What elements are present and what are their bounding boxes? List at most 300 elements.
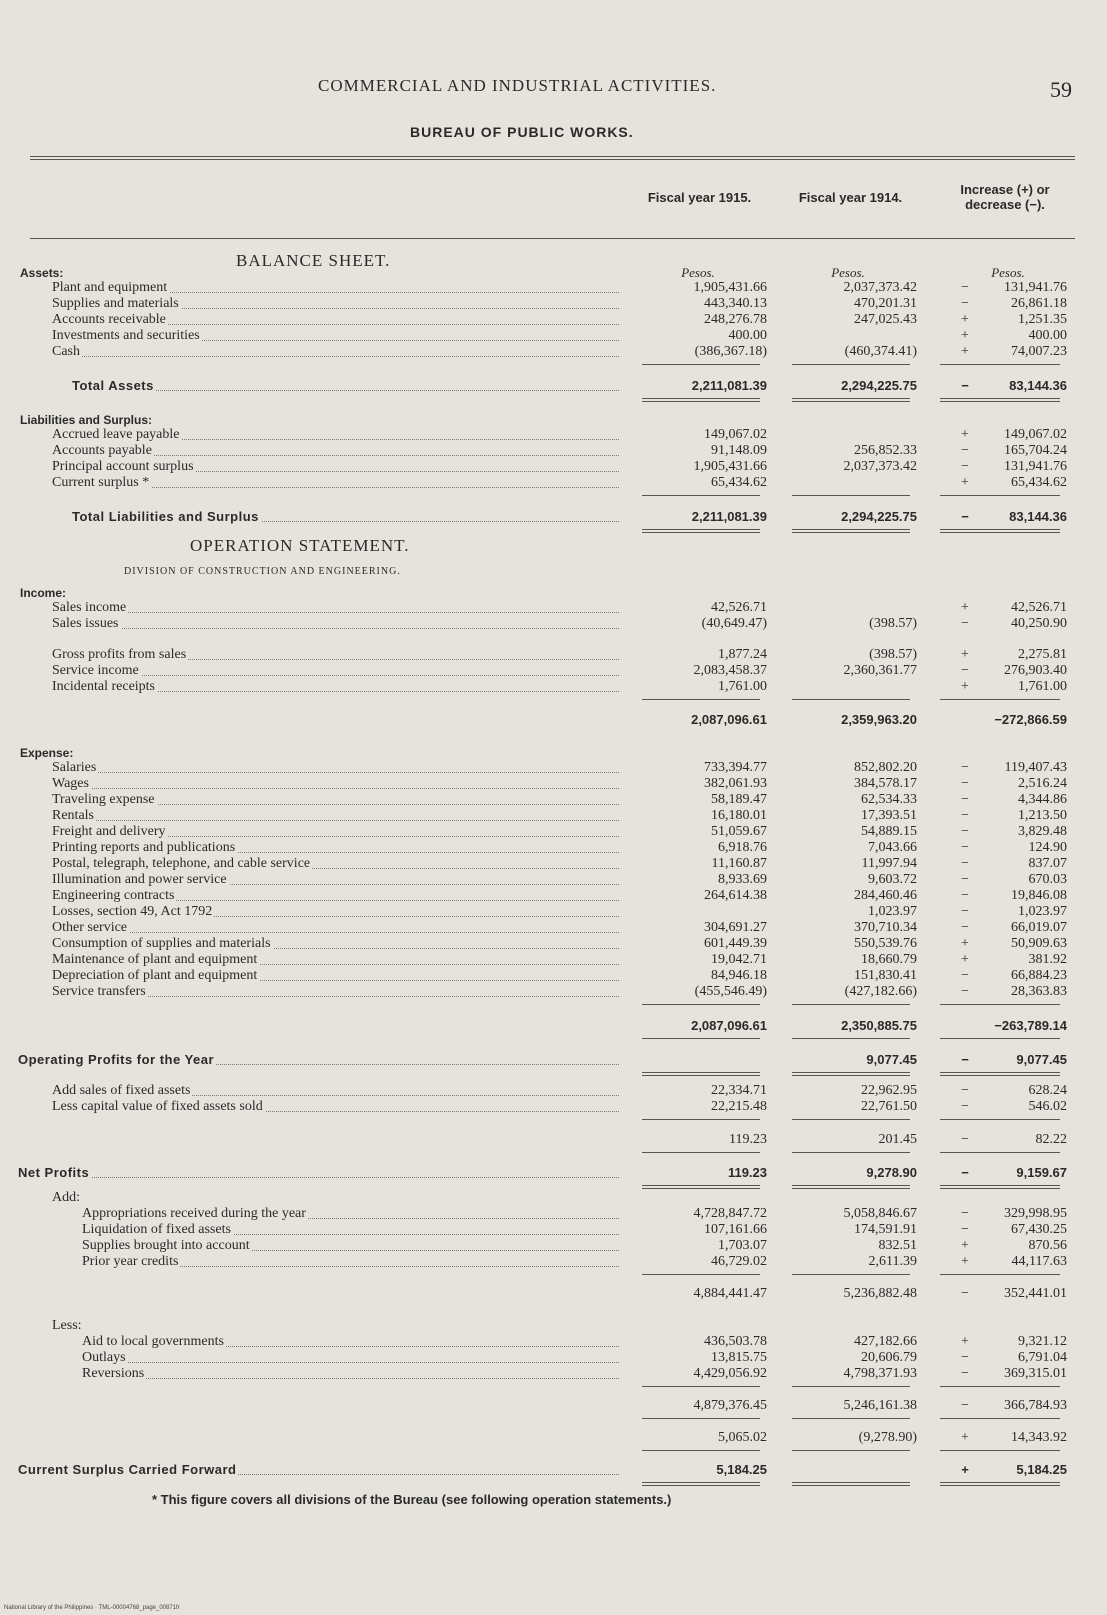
row-label: Consumption of supplies and materials xyxy=(52,936,271,951)
change-sign: + xyxy=(961,344,969,359)
row-label: Investments and securities xyxy=(52,328,200,343)
table-row xyxy=(0,265,1107,281)
cell-change: 83,144.36 xyxy=(1009,509,1067,524)
leader-dots xyxy=(58,808,619,821)
total-rule xyxy=(940,532,1060,533)
row-label: Salaries xyxy=(52,760,97,775)
row-label: Cash xyxy=(52,344,80,359)
cell-change: 670.03 xyxy=(1028,872,1067,887)
row-label: Outlays xyxy=(82,1350,126,1365)
cell-1914: 5,246,161.38 xyxy=(843,1398,917,1413)
cell-1915: 22,215.48 xyxy=(711,1099,767,1114)
cell-1914: 2,294,225.75 xyxy=(841,509,917,524)
row-label: Add: xyxy=(52,1190,80,1205)
row-label: Aid to local governments xyxy=(82,1334,224,1349)
cell-1914: 9,603.72 xyxy=(868,872,917,887)
cell-1914: 201.45 xyxy=(878,1132,917,1147)
cell-1914: 11,997.94 xyxy=(861,856,917,871)
row-label: Liabilities and Surplus: xyxy=(20,413,153,427)
cell-1915: 51,059.67 xyxy=(711,824,767,839)
total-rule xyxy=(940,1152,1060,1153)
cell-1914: (427,182.66) xyxy=(844,984,917,999)
change-sign: − xyxy=(961,378,969,393)
table-row xyxy=(0,1132,1107,1148)
total-rule xyxy=(940,1386,1060,1387)
cell-1915: 1,905,431.66 xyxy=(693,280,767,295)
total-rule xyxy=(940,1418,1060,1419)
cell-1915: 4,879,376.45 xyxy=(693,1398,767,1413)
row-label: Income: xyxy=(20,586,67,600)
cell-1914: (398.57) xyxy=(869,647,917,662)
cell-1914: 284,460.46 xyxy=(854,888,917,903)
cell-change: 9,159.67 xyxy=(1016,1165,1067,1180)
cell-1915: 733,394.77 xyxy=(704,760,767,775)
table-row xyxy=(0,443,1107,459)
total-rule xyxy=(792,1185,910,1186)
cell-change: 1,023.97 xyxy=(1018,904,1067,919)
row-label: Gross profits from sales xyxy=(52,647,187,662)
cell-change: 546.02 xyxy=(1028,1099,1067,1114)
row-label: Depreciation of plant and equipment xyxy=(52,968,258,983)
change-sign: + xyxy=(961,600,969,615)
cell-1914: 2,350,885.75 xyxy=(841,1018,917,1033)
row-label: Assets: xyxy=(20,266,64,280)
table-row xyxy=(0,936,1107,952)
table-row xyxy=(0,585,1107,601)
table-row xyxy=(0,1099,1107,1115)
table-row xyxy=(0,296,1107,312)
cell-1914: 384,578.17 xyxy=(854,776,917,791)
change-sign: − xyxy=(961,1132,969,1147)
row-label: Traveling expense xyxy=(52,792,155,807)
table-row xyxy=(0,679,1107,695)
change-sign: + xyxy=(961,1430,969,1445)
table-row xyxy=(0,1398,1107,1414)
total-rule xyxy=(642,1185,760,1186)
total-rule xyxy=(642,532,760,533)
cell-change: 65,434.62 xyxy=(1011,475,1067,490)
cell-1914: 22,761.50 xyxy=(861,1099,917,1114)
cell-1914: 18,660.79 xyxy=(861,952,917,967)
cell-1915: 11,160.87 xyxy=(711,856,767,871)
row-label: Accounts receivable xyxy=(52,312,166,327)
total-rule xyxy=(642,699,760,700)
table-row xyxy=(0,280,1107,296)
cell-change: 2,516.24 xyxy=(1018,776,1067,791)
change-sign: − xyxy=(961,459,969,474)
change-sign: + xyxy=(961,1462,969,1477)
total-rule xyxy=(642,398,760,399)
scan-credit: National Library of the Philippines · TML-00004768_page_00871fr xyxy=(4,1605,180,1611)
change-sign: + xyxy=(961,647,969,662)
row-label: Accrued leave payable xyxy=(52,427,180,442)
cell-change: 124.90 xyxy=(1028,840,1067,855)
table-row xyxy=(0,412,1107,428)
table-row xyxy=(0,427,1107,443)
row-label: Expense: xyxy=(20,746,74,760)
cell-change: 1,251.35 xyxy=(1018,312,1067,327)
cell-change: 19,846.08 xyxy=(1011,888,1067,903)
total-rule xyxy=(940,398,1060,399)
total-rule xyxy=(940,1450,1060,1451)
cell-1915: 107,161.66 xyxy=(704,1222,767,1237)
cell-1915: 443,340.13 xyxy=(704,296,767,311)
row-label: Wages xyxy=(52,776,89,791)
total-rule xyxy=(940,364,1060,365)
change-sign: − xyxy=(961,1165,969,1180)
total-rule xyxy=(792,364,910,365)
row-label: Supplies and materials xyxy=(52,296,179,311)
table-row xyxy=(0,459,1107,475)
change-sign: − xyxy=(961,1099,969,1114)
total-rule xyxy=(940,1485,1060,1486)
change-sign: − xyxy=(961,776,969,791)
change-sign: + xyxy=(961,1254,969,1269)
cell-1915: 84,946.18 xyxy=(711,968,767,983)
cell-1915: 2,083,458.37 xyxy=(693,663,767,678)
table-row xyxy=(0,600,1107,616)
table-row xyxy=(0,1052,1107,1068)
row-label: Less: xyxy=(52,1318,82,1333)
cell-1915: 19,042.71 xyxy=(711,952,767,967)
cell-change: 28,363.83 xyxy=(1011,984,1067,999)
cell-1915: 2,211,081.39 xyxy=(691,378,767,393)
change-sign: − xyxy=(961,1222,969,1237)
cell-1914: 4,798,371.93 xyxy=(843,1366,917,1381)
total-rule xyxy=(792,495,910,496)
change-sign: − xyxy=(961,1083,969,1098)
cell-change: 276,903.40 xyxy=(1004,663,1067,678)
cell-1915: 4,429,056.92 xyxy=(693,1366,767,1381)
table-row xyxy=(0,760,1107,776)
cell-1915: 5,184.25 xyxy=(716,1462,767,1477)
cell-change: 381.92 xyxy=(1028,952,1067,967)
change-sign: + xyxy=(961,312,969,327)
cell-1914: 5,236,882.48 xyxy=(843,1286,917,1301)
total-rule xyxy=(792,1119,910,1120)
row-label: Net Profits xyxy=(18,1165,90,1180)
cell-change: 329,998.95 xyxy=(1004,1206,1067,1221)
change-sign: − xyxy=(961,968,969,983)
table-row xyxy=(0,1366,1107,1382)
row-label: Principal account surplus xyxy=(52,459,194,474)
change-sign: − xyxy=(961,792,969,807)
row-label: Prior year credits xyxy=(82,1254,179,1269)
total-rule xyxy=(642,529,760,530)
leader-dots xyxy=(58,600,619,613)
row-label: Reversions xyxy=(82,1366,145,1381)
row-label: Add sales of fixed assets xyxy=(52,1083,191,1098)
total-rule xyxy=(792,1004,910,1005)
cell-1915: 4,884,441.47 xyxy=(693,1286,767,1301)
row-label: Appropriations received during the year xyxy=(82,1206,306,1221)
change-sign: + xyxy=(961,1238,969,1253)
cell-1914: 2,037,373.42 xyxy=(843,280,917,295)
leader-dots xyxy=(58,920,619,933)
footnote: * This figure covers all divisions of the Bureau (see following operation statements.) xyxy=(152,1492,672,1507)
row-label: Printing reports and publications xyxy=(52,840,236,855)
row-label: Postal, telegraph, telephone, and cable service xyxy=(52,856,311,871)
header-rule xyxy=(30,238,1075,239)
change-sign: − xyxy=(961,1398,969,1413)
row-label: Plant and equipment xyxy=(52,280,168,295)
cell-1915: 601,449.39 xyxy=(704,936,767,951)
cell-change: 9,077.45 xyxy=(1016,1052,1067,1067)
change-sign: − xyxy=(961,443,969,458)
total-rule xyxy=(792,1386,910,1387)
table-row xyxy=(0,616,1107,632)
units-change: Pesos. xyxy=(991,265,1025,280)
table-row xyxy=(0,1165,1107,1181)
total-rule xyxy=(940,495,1060,496)
cell-change: 837.07 xyxy=(1028,856,1067,871)
change-sign: + xyxy=(961,427,969,442)
cell-change: 119,407.43 xyxy=(1004,760,1067,775)
total-rule xyxy=(940,1119,1060,1120)
table-row xyxy=(0,1254,1107,1270)
leader-dots xyxy=(24,1165,619,1178)
table-row xyxy=(0,984,1107,1000)
cell-1915: (40,649.47) xyxy=(701,616,767,631)
division-heading: DIVISION OF CONSTRUCTION AND ENGINEERING. xyxy=(124,566,401,577)
table-row xyxy=(0,888,1107,904)
cell-1914: 174,591.91 xyxy=(854,1222,917,1237)
cell-1915: 42,526.71 xyxy=(711,600,767,615)
cell-change: 2,275.81 xyxy=(1018,647,1067,662)
cell-change: 366,784.93 xyxy=(1004,1398,1067,1413)
change-sign: − xyxy=(961,856,969,871)
total-rule xyxy=(642,1038,760,1039)
change-sign: − xyxy=(961,1052,969,1067)
cell-change: 165,704.24 xyxy=(1004,443,1067,458)
cell-change: −272,866.59 xyxy=(994,712,1067,727)
row-label: Maintenance of plant and equipment xyxy=(52,952,258,967)
cell-1914: 1,023.97 xyxy=(868,904,917,919)
total-rule xyxy=(642,1188,760,1189)
table-row xyxy=(0,920,1107,936)
cell-change: 3,829.48 xyxy=(1018,824,1067,839)
cell-1915: 2,087,096.61 xyxy=(691,712,767,727)
total-rule xyxy=(940,1274,1060,1275)
row-label: Illumination and power service xyxy=(52,872,227,887)
cell-1915: 382,061.93 xyxy=(704,776,767,791)
change-sign: + xyxy=(961,679,969,694)
page-number: 59 xyxy=(1050,77,1072,102)
change-sign: − xyxy=(961,840,969,855)
cell-1915: 1,761.00 xyxy=(718,679,767,694)
cell-1915: 248,276.78 xyxy=(704,312,767,327)
cell-1914: (9,278.90) xyxy=(858,1430,917,1445)
table-row xyxy=(0,968,1107,984)
cell-1914: 5,058,846.67 xyxy=(843,1206,917,1221)
table-row xyxy=(0,1222,1107,1238)
total-rule xyxy=(642,1152,760,1153)
cell-1915: 4,728,847.72 xyxy=(693,1206,767,1221)
cell-1914: 550,539.76 xyxy=(854,936,917,951)
total-rule xyxy=(642,1482,760,1483)
change-sign: − xyxy=(961,920,969,935)
total-rule xyxy=(792,1274,910,1275)
cell-change: 44,117.63 xyxy=(1011,1254,1067,1269)
table-row xyxy=(0,952,1107,968)
row-label: Total Liabilities and Surplus xyxy=(72,509,259,524)
table-row xyxy=(0,1206,1107,1222)
change-sign: − xyxy=(961,872,969,887)
total-rule xyxy=(940,1075,1060,1076)
table-row xyxy=(0,1462,1107,1478)
cell-1915: 2,211,081.39 xyxy=(691,509,767,524)
cell-1914: 2,037,373.42 xyxy=(843,459,917,474)
cell-change: 66,019.07 xyxy=(1011,920,1067,935)
row-label: Total Assets xyxy=(72,378,154,393)
cell-1915: (455,546.49) xyxy=(694,984,767,999)
table-row xyxy=(0,344,1107,360)
cell-1914: 9,077.45 xyxy=(866,1052,917,1067)
cell-1914: 62,534.33 xyxy=(861,792,917,807)
cell-1915: 8,933.69 xyxy=(718,872,767,887)
cell-1914: 20,606.79 xyxy=(861,1350,917,1365)
row-label: Other service xyxy=(52,920,128,935)
leader-dots xyxy=(58,344,619,357)
leader-dots xyxy=(88,1366,619,1379)
cell-change: 131,941.76 xyxy=(1004,280,1067,295)
table-row xyxy=(0,1318,1107,1334)
row-label: Freight and delivery xyxy=(52,824,166,839)
table-row xyxy=(0,312,1107,328)
cell-1914: 470,201.31 xyxy=(854,296,917,311)
change-sign: − xyxy=(961,824,969,839)
cell-1915: 5,065.02 xyxy=(718,1430,767,1445)
row-label: Current surplus * xyxy=(52,475,150,490)
change-sign: − xyxy=(961,1366,969,1381)
cell-1915: 149,067.02 xyxy=(704,427,767,442)
table-row xyxy=(0,1430,1107,1446)
leader-dots xyxy=(58,760,619,773)
cell-change: 149,067.02 xyxy=(1004,427,1067,442)
cell-1914: 852,802.20 xyxy=(854,760,917,775)
total-rule xyxy=(940,1038,1060,1039)
leader-dots xyxy=(58,776,619,789)
total-rule xyxy=(642,1386,760,1387)
table-row xyxy=(0,824,1107,840)
table-row xyxy=(0,328,1107,344)
total-rule xyxy=(792,699,910,700)
cell-1914: 370,710.34 xyxy=(854,920,917,935)
change-sign: − xyxy=(961,904,969,919)
total-rule xyxy=(642,1485,760,1486)
section-operation-statement: OPERATION STATEMENT. xyxy=(190,536,410,555)
leader-dots xyxy=(58,616,619,629)
cell-1915: 46,729.02 xyxy=(711,1254,767,1269)
total-rule xyxy=(940,401,1060,402)
cell-change: 870.56 xyxy=(1028,1238,1067,1253)
cell-1914: 17,393.51 xyxy=(861,808,917,823)
table-row xyxy=(0,856,1107,872)
cell-1915: 58,189.47 xyxy=(711,792,767,807)
cell-change: 42,526.71 xyxy=(1011,600,1067,615)
total-rule xyxy=(642,401,760,402)
cell-1914: 2,359,963.20 xyxy=(841,712,917,727)
table-row xyxy=(0,1350,1107,1366)
table-row xyxy=(0,1334,1107,1350)
leader-dots xyxy=(58,663,619,676)
total-rule xyxy=(642,1004,760,1005)
cell-1915: 1,703.07 xyxy=(718,1238,767,1253)
bureau-title: BUREAU OF PUBLIC WORKS. xyxy=(410,124,634,140)
row-label: Losses, section 49, Act 1792 xyxy=(52,904,213,919)
row-label: Service income xyxy=(52,663,139,678)
cell-change: 83,144.36 xyxy=(1009,378,1067,393)
cell-change: 6,791.04 xyxy=(1018,1350,1067,1365)
change-sign: + xyxy=(961,328,969,343)
cell-change: 131,941.76 xyxy=(1004,459,1067,474)
total-rule xyxy=(792,401,910,402)
cell-change: −263,789.14 xyxy=(994,1018,1067,1033)
table-row xyxy=(0,776,1107,792)
total-rule xyxy=(792,1418,910,1419)
running-header: COMMERCIAL AND INDUSTRIAL ACTIVITIES. xyxy=(318,76,717,95)
change-sign: − xyxy=(961,1350,969,1365)
cell-1915: 16,180.01 xyxy=(711,808,767,823)
cell-change: 628.24 xyxy=(1028,1083,1067,1098)
row-label: Less capital value of fixed assets sold xyxy=(52,1099,263,1114)
total-rule xyxy=(792,529,910,530)
total-rule xyxy=(792,1188,910,1189)
total-rule xyxy=(792,1072,910,1073)
table-row xyxy=(0,872,1107,888)
row-label: Sales issues xyxy=(52,616,119,631)
total-rule xyxy=(642,1072,760,1073)
total-rule xyxy=(792,1485,910,1486)
cell-1915: 1,905,431.66 xyxy=(693,459,767,474)
table-row xyxy=(0,1238,1107,1254)
units-1915: Pesos. xyxy=(681,265,715,280)
change-sign: − xyxy=(961,1206,969,1221)
cell-change: 14,343.92 xyxy=(1011,1430,1067,1445)
total-rule xyxy=(940,1188,1060,1189)
total-rule xyxy=(642,1274,760,1275)
total-rule xyxy=(792,1482,910,1483)
change-sign: − xyxy=(961,616,969,631)
change-sign: − xyxy=(961,808,969,823)
cell-1914: 2,294,225.75 xyxy=(841,378,917,393)
total-rule xyxy=(792,1450,910,1451)
top-rule xyxy=(30,156,1075,157)
cell-1915: 2,087,096.61 xyxy=(691,1018,767,1033)
row-label: Rentals xyxy=(52,808,94,823)
cell-1914: 9,278.90 xyxy=(866,1165,917,1180)
change-sign: − xyxy=(961,280,969,295)
column-header-1914: Fiscal year 1914. xyxy=(798,190,903,205)
cell-change: 5,184.25 xyxy=(1016,1462,1067,1477)
total-rule xyxy=(940,1004,1060,1005)
change-sign: − xyxy=(961,663,969,678)
cell-change: 66,884.23 xyxy=(1011,968,1067,983)
cell-1915: 65,434.62 xyxy=(711,475,767,490)
table-row xyxy=(0,475,1107,491)
total-rule xyxy=(792,398,910,399)
cell-change: 352,441.01 xyxy=(1004,1286,1067,1301)
table-row xyxy=(0,509,1107,525)
cell-1915: 91,148.09 xyxy=(711,443,767,458)
cell-1914: 2,360,361.77 xyxy=(843,663,917,678)
leader-dots xyxy=(88,1350,619,1363)
cell-1914: 7,043.66 xyxy=(868,840,917,855)
row-label: Incidental receipts xyxy=(52,679,156,694)
total-rule xyxy=(642,1418,760,1419)
change-sign: + xyxy=(961,936,969,951)
row-label: Current Surplus Carried Forward xyxy=(18,1462,237,1477)
